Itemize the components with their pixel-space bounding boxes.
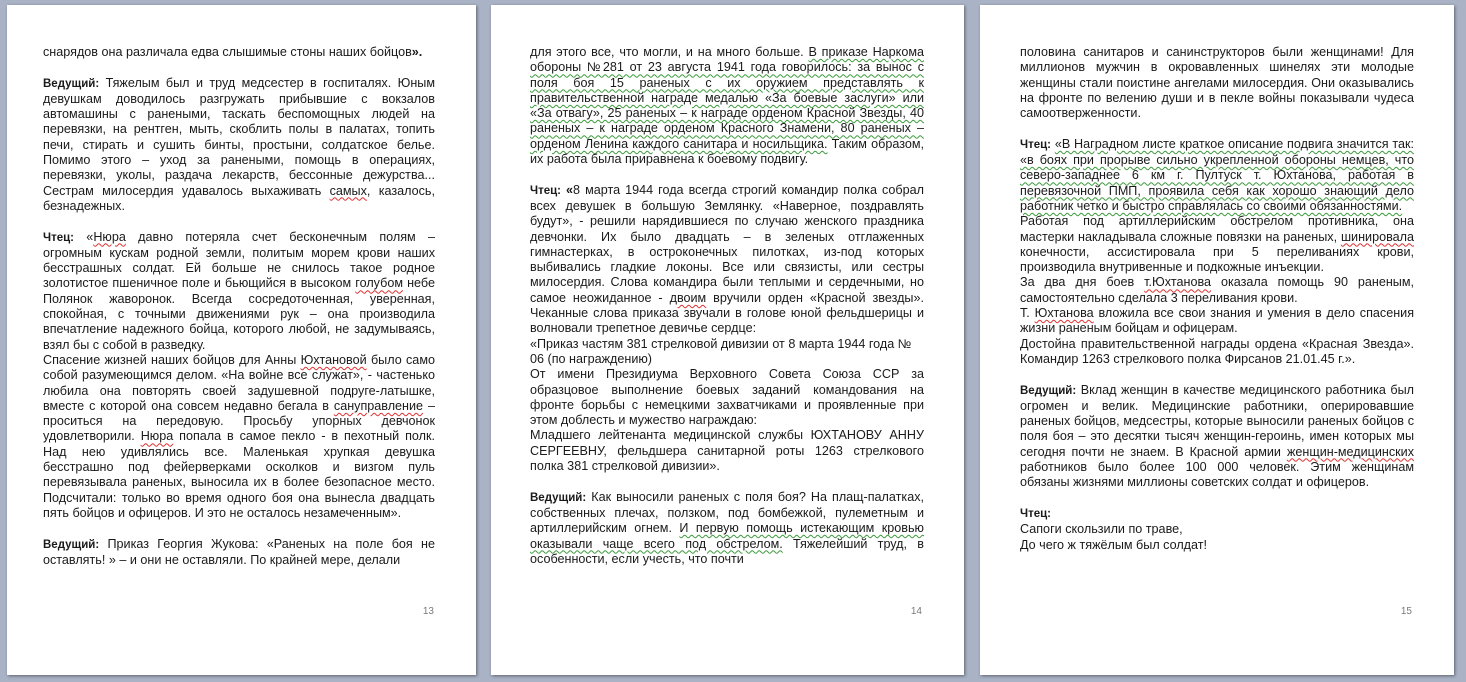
spellcheck-word: шинировала bbox=[1340, 229, 1414, 244]
paragraph bbox=[1020, 214, 1414, 275]
spellcheck-word: голубом bbox=[355, 276, 403, 291]
text-run: – проситься на передовую. Просьбу упорных девчонок удовлетворили. bbox=[43, 398, 435, 444]
paragraph bbox=[530, 183, 924, 337]
spellcheck-word: сануправление bbox=[333, 398, 424, 413]
text-run: Приказ Георгия Жукова: «Раненых на поле боя не оставлять! » – и они не оставляли. По крайней мере, делали bbox=[43, 536, 435, 567]
speaker-label: Чтец: bbox=[1020, 138, 1052, 151]
text-run: Достойна правительственной награды ордена «Красная Звезда». Командир 1263 стрелкового полка Фирсанов 21.01.45 г.». bbox=[1020, 336, 1414, 366]
spellcheck-word: Нюра bbox=[93, 229, 126, 244]
text-run: Тяжелейший труд, в особенности, если учесть, что почти bbox=[530, 536, 924, 566]
paragraph bbox=[1020, 45, 1414, 121]
text-run: вложила все свои знания и умения в дело спасения жизни раненым бойцам и офицерам. bbox=[1020, 306, 1415, 336]
text-run: Работая под артиллерийским обстрелом противника, она мастерки накладывала сложные повязки на раненых, bbox=[1020, 214, 1414, 244]
paragraph bbox=[1020, 522, 1414, 537]
speaker-label: Чтец: bbox=[43, 231, 75, 244]
paragraph bbox=[43, 76, 435, 215]
page-number: 15 bbox=[1400, 606, 1412, 617]
paragraph bbox=[530, 337, 924, 368]
paragraph-spacer bbox=[530, 167, 924, 182]
spellcheck-word: двоим bbox=[669, 290, 707, 305]
paragraph bbox=[1020, 506, 1414, 522]
page-number: 14 bbox=[910, 606, 922, 617]
paragraph bbox=[1020, 137, 1414, 214]
grammar-flagged-text: В приказе Наркома обороны №281 от 23 августа 1941 года говорилось: за вынос с поля боя 15 раненых с их оружием представлять к правительственной награде медалью «За боевые заслуги» или «За отвагу», 25 раненых – к награде орденом Красной Звезды, 40 раненых – к награде орденом Красного Знамени, 80 раненых – орденом Ленина каждого санитара и носильщика. bbox=[530, 45, 924, 151]
page-body bbox=[530, 45, 924, 567]
text-run: снарядов она различала едва слышимые стоны наших бойцов bbox=[43, 45, 412, 59]
text-run: Как выносили раненых с поля боя? На плащ-палатках, собственных плечах, ползком, под бомбежкой, пулеметным и артиллерийским огнем. bbox=[530, 489, 924, 536]
text-run: было само собой разумеющимся делом. «На войне все служат», - частенько любила она повторять своей задушевной подруге-латышке, вместе с которой она совсем недавно бегала в bbox=[43, 352, 435, 413]
text-run: вручили орден «Красной звезды». Чеканные слова приказа звучали в голове юной фельдшерицы и волновали трепетное девичье сердце: bbox=[530, 290, 924, 336]
paragraph bbox=[530, 490, 924, 567]
text-run: Таким образом, их работа была приравнена к боевому подвигу. bbox=[530, 136, 925, 167]
paragraph bbox=[1020, 337, 1414, 368]
text-run: Т. bbox=[1020, 306, 1035, 321]
text-run: « bbox=[561, 182, 574, 197]
text-run: ». bbox=[411, 45, 423, 59]
paragraph bbox=[530, 428, 924, 474]
text-run: для этого все, что могли, и на много больше. bbox=[530, 45, 809, 59]
paragraph bbox=[43, 45, 435, 60]
paragraph-spacer bbox=[1020, 121, 1414, 136]
page-body bbox=[43, 45, 435, 568]
speaker-label: Ведущий: bbox=[1020, 384, 1077, 397]
speaker-label: Ведущий: bbox=[530, 491, 587, 504]
spellcheck-word: женщин-медицинских bbox=[1286, 444, 1414, 459]
paragraph bbox=[1020, 538, 1414, 553]
paragraph bbox=[43, 537, 435, 569]
paragraph-spacer bbox=[43, 60, 435, 75]
text-run: попала в самое пекло - в пехотный полк. Над нею удивлялись все. Маленькая хрупкая девушка бесстрашно под фейерверками осколков и визгом пуль перевязывала раненых, выносила их в более безопасное место. Подсчитали: только во время одного боя она вынесла двадцать пять бойцов и офицеров. И это не осталось незамеченным». bbox=[43, 429, 435, 520]
text-run: половина санитаров и санинструкторов были женщинами! Для миллионов мужчин в окровавленных шинелях эти молодые женщины стали поистине ангелами милосердия. Они оказывались на фронте по велению души и в пекле войны показывали чудеса самоотверженности. bbox=[1020, 45, 1414, 121]
text-run: Тяжелым был и труд медсестер в госпиталях. Юным девушкам доводилось разгружать прибывшие с вокзалов автомашины с ранеными, таскать беспомощных людей на перевязки, на рентген, мыть, скоблить полы в палатах, топить печи, стирать и сушить бинты, простыни, солдатское белье. Помимо этого – уход за ранеными, помощь в операциях, перевязки, уколы, раздача лекарств, бессонные дежурства... Сестрам милосердия удавалось выхаживать bbox=[43, 75, 435, 198]
speaker-label: Ведущий: bbox=[43, 77, 100, 90]
spellcheck-word: т.Юхтанова bbox=[1144, 275, 1212, 290]
paragraph bbox=[530, 367, 924, 428]
spellcheck-word: Юхтановой bbox=[300, 352, 367, 367]
text-run: , казалось, безнадежных. bbox=[43, 183, 435, 213]
page-body bbox=[1020, 45, 1414, 553]
page-number: 13 bbox=[422, 606, 434, 617]
paragraph bbox=[1020, 383, 1414, 491]
speaker-label: Ведущий: bbox=[43, 538, 100, 551]
document-page-14[interactable] bbox=[491, 5, 964, 675]
paragraph-spacer bbox=[1020, 367, 1414, 382]
spellcheck-word: самых bbox=[329, 183, 367, 198]
document-page-15[interactable] bbox=[980, 5, 1454, 675]
spellcheck-word: Юхтанова bbox=[1034, 306, 1094, 321]
grammar-flagged-text: «В Наградном листе краткое описание подвига значится так: «в боях при прорыве сильно укрепленной обороны немцев, что северо-западнее 6 км г. Пултуск т. Юхтанова, работая в перевязочной ПМП, проявила себя как хорошо знающий дело работник четко и быстро справлялась со своими обязанностями. bbox=[1020, 136, 1415, 213]
text-run: От имени Президиума Верховного Совета Союза ССР за образцовое выполнение боевых заданий командования на фронте борьбы с немецкими захватчиками и проявленные при этом доблесть и мужество награждаю: bbox=[530, 367, 924, 428]
text-run: «Приказ частям 381 стрелковой дивизии от 8 марта 1944 года № 06 (по награждению) bbox=[530, 336, 912, 366]
text-run: Вклад женщин в качестве медицинского работника был огромен и велик. Медицинские работники, оперировавшие раненых бойцов, медсестры, которые выносили раненых бойцов с поля боя – это десятки тысяч женщин-героинь, имен которых мы сегодня почти не знаем. В Красной армии bbox=[1020, 382, 1414, 459]
text-run: работников было более 100 000 человек. Этим женщинам обязаны жизнями миллионы советских солдат и офицеров. bbox=[1020, 460, 1414, 490]
speaker-label: Чтец: bbox=[1020, 507, 1052, 520]
paragraph bbox=[530, 45, 924, 167]
paragraph-spacer bbox=[1020, 491, 1414, 506]
text-run: Спасение жизней наших бойцов для Анны bbox=[43, 352, 301, 367]
paragraph bbox=[1020, 306, 1414, 337]
grammar-flagged-text: И первую помощь истекающим кровью оказывали чаще всего под обстрелом. bbox=[530, 521, 924, 551]
paragraph bbox=[43, 230, 435, 353]
text-run: небе Полянок жаворонок. Всегда сосредоточенная, уверенная, спокойная, с точными движениями рук – она производила впечатление надежного бойца, которого любой, не задумываясь, взял бы с собой в разведку. bbox=[43, 276, 435, 352]
text-run: Младшего лейтенанта медицинской службы ЮХТАНОВУ АННУ СЕРГЕЕВНУ, фельдшера санитарной роты 1263 стрелкового полка 381 стрелковой дивизии». bbox=[530, 428, 924, 474]
text-run: Сапоги скользили по траве, bbox=[1020, 522, 1183, 537]
speaker-label: Чтец: bbox=[530, 184, 562, 197]
text-run: 8 марта 1944 года всегда строгий командир полка собрал всех девушек в большую Землянку. «Наверное, поздравлять будут», - решили нарядившиеся по случаю женского праздника девчонки. Их было двадцать – в зеленых отглаженных гимнастерках, в остроконечных пилотках, из-под которых выбивались гладкие локоны. Все или связисты, или сестры милосердия. Слова командира были теплыми и сердечными, но самое неожиданное - bbox=[530, 182, 924, 305]
paragraph-spacer bbox=[530, 474, 924, 489]
paragraph bbox=[1020, 275, 1414, 306]
paragraph-spacer bbox=[43, 521, 435, 536]
text-run: давно потеряла счет бесконечным полям – огромным кускам родной земли, политым морем крови наших бесстрашных солдат. Ей больше не снилось такое родное золотистое пшеничное поле и бьющийся в высоком bbox=[43, 229, 435, 291]
spellcheck-word: Нюра bbox=[140, 429, 174, 444]
text-run: конечности, ассистировала при 5 переливаниях крови, производила внутривенные и подкожные инъекции. bbox=[1020, 244, 1414, 275]
text-run: оказала помощь 90 раненым, самостоятельно сделала 3 переливания крови. bbox=[1020, 275, 1414, 305]
text-run: За два дня боев bbox=[1020, 275, 1145, 290]
paragraph bbox=[43, 353, 435, 521]
paragraph-spacer bbox=[43, 214, 435, 229]
document-page-13[interactable] bbox=[7, 5, 476, 675]
text-run: До чего ж тяжёлым был солдат! bbox=[1020, 537, 1208, 552]
text-run: « bbox=[74, 229, 94, 244]
